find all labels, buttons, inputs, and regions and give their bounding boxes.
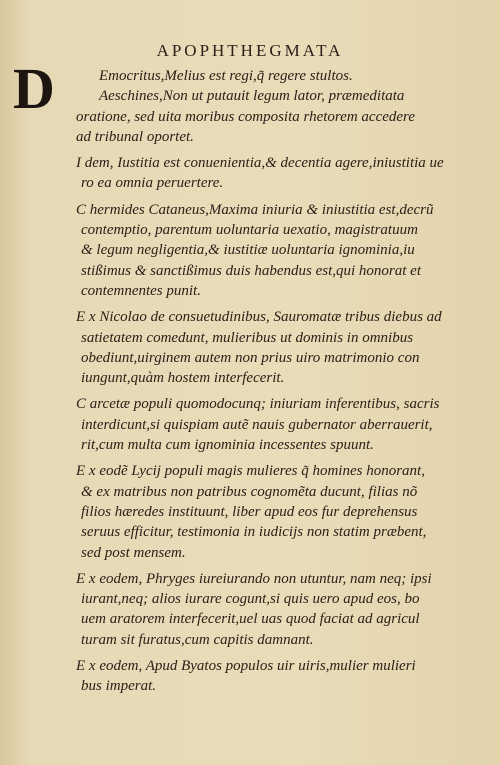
- text-line: E x eodem, Phryges iureiurando non utuntur, nam neq; ipsi: [76, 570, 432, 587]
- paragraph-phryges: [76, 569, 476, 650]
- page-header: APOPHTHEGMATA: [156, 41, 344, 60]
- text-line: turam sit furatus,cum capitis damnant.: [81, 631, 314, 648]
- text-line: E x eodem, Apud Byatos populos uir uiris,mulier mulieri: [76, 658, 416, 675]
- text-line: seruus efficitur, testimonia in iudicijs non statim præbent,: [81, 524, 427, 541]
- paragraph-charmides: [76, 200, 476, 301]
- paragraph-carcetae: [76, 394, 476, 455]
- text-line: filios hæredes instituunt, liber apud eos fur deprehensus: [81, 503, 418, 520]
- text-line: C hermides Cataneus,Maxima iniuria & iniustitia est,decrũ: [76, 201, 434, 218]
- text-line: oratione, sed uita moribus composita rhetorem accedere: [76, 108, 415, 125]
- text-line: & ex matribus non patribus cognomẽta ducunt, filias nõ: [81, 483, 418, 500]
- text-line: stißimus & sanctißimus duis habendus est,qui honorat et: [81, 262, 422, 279]
- text-line: E x Nicolao de consuetudinibus, Sauromatæ tribus diebus ad: [76, 309, 442, 326]
- text-line: iungunt,quàm hostem interfecerit.: [81, 370, 285, 387]
- paragraph-idem: [76, 153, 476, 194]
- page-body: [76, 66, 476, 703]
- text-line: I dem, Iustitia est conuenientia,& decentia agere,iniustitia ue: [76, 155, 444, 172]
- text-line: ad tribunal oportet.: [76, 128, 194, 145]
- text-line: bus imperat.: [81, 678, 156, 695]
- text-line: & legum negligentia,& iustitiæ uoluntaria ignominia,iu: [81, 242, 415, 259]
- text-line: contemptio, parentum uoluntaria uexatio, magistratuum: [81, 222, 418, 239]
- text-line: C arcetæ populi quomodocunq; iniuriam inferentibus, sacris: [76, 396, 440, 413]
- text-line: sed post mensem.: [81, 544, 186, 561]
- text-line: uem aratorem interfecerit,uel uas quod faciat ad agricul: [81, 611, 420, 628]
- text-line: rit,cum multa cum ignominia incessentes spuunt.: [81, 437, 374, 454]
- drop-cap: D: [13, 56, 55, 121]
- paragraph-lycii: [76, 461, 476, 562]
- text-line: E x eodẽ Lycij populi magis mulieres q̃ homines honorant,: [76, 463, 425, 480]
- text-line: obediunt,uirginem autem non prius uiro matrimonio con: [81, 349, 420, 366]
- text-line: ro ea omnia peruertere.: [81, 175, 224, 192]
- paragraph-democritus: [76, 66, 476, 147]
- text-line: Emocritus,Melius est regi,q̃ regere stultos.: [99, 68, 353, 84]
- text-line: satietatem comedunt, mulieribus ut dominis in omnibus: [81, 329, 414, 346]
- paragraph-nicolaus: [76, 307, 476, 388]
- text-line: interdicunt,si quispiam autẽ nauis gubernator aberrauerit,: [81, 416, 433, 433]
- paragraph-byati: [76, 656, 476, 697]
- text-line: contemnentes punit.: [81, 282, 201, 299]
- text-line: iurant,neq; alios iurare cogunt,si quis uero apud eos, bo: [81, 591, 420, 608]
- text-line: Aeschines,Non ut putauit legum lator, præmeditata: [99, 88, 405, 105]
